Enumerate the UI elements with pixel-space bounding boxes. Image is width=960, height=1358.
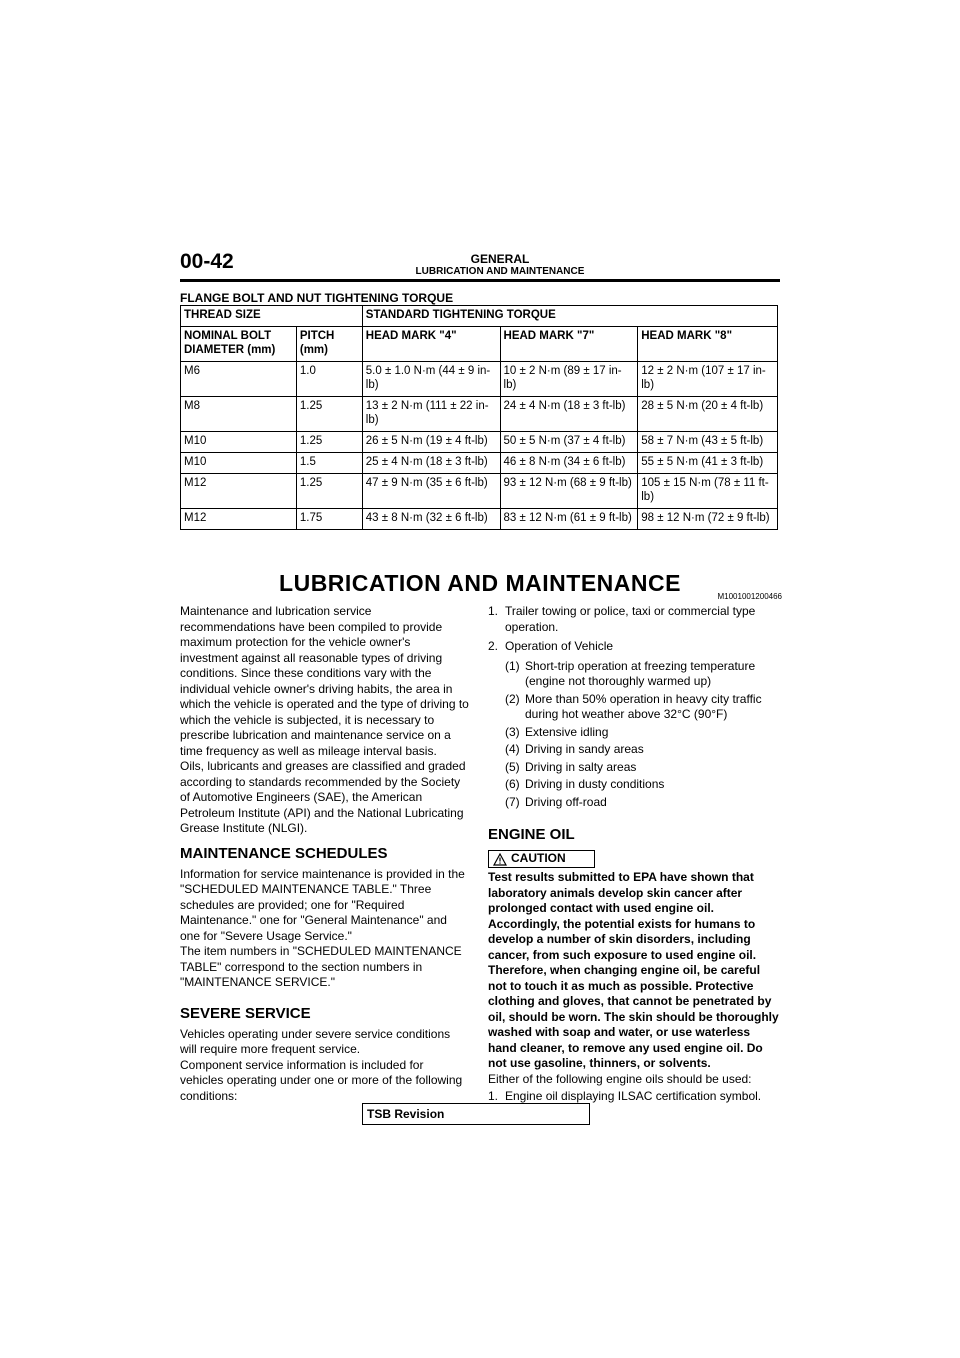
list-text: Operation of Vehicle [505, 639, 614, 653]
table-cell: 98 ± 12 N·m (72 ± 9 ft-lb) [638, 509, 778, 530]
list-number: (1) [505, 658, 520, 673]
table-cell: M6 [181, 362, 297, 397]
conditions-list [488, 604, 782, 655]
table-group-header-row [181, 306, 778, 327]
maintenance-paragraph: The item numbers in "SCHEDULED MAINTENANCE TABLE" correspond to the section numbers in "MAINTENANCE SERVICE." [180, 944, 462, 989]
tsb-revision-box: TSB Revision [362, 1103, 590, 1125]
group-header-standard-torque: STANDARD TIGHTENING TORQUE [362, 306, 777, 327]
table-row [181, 509, 778, 530]
table-cell: 46 ± 8 N·m (34 ± 6 ft-lb) [500, 453, 638, 474]
list-item [505, 795, 782, 811]
column-header: PITCH (mm) [296, 327, 362, 362]
table-cell: 1.75 [296, 509, 362, 530]
list-number: (4) [505, 742, 520, 756]
warning-triangle-icon [493, 853, 507, 866]
table-cell: 28 ± 5 N·m (20 ± 4 ft-lb) [638, 397, 778, 432]
table-column-header-row [181, 327, 778, 362]
column-header: HEAD MARK "8" [638, 327, 778, 362]
torque-table [180, 305, 778, 530]
column-header: NOMINAL BOLT DIAMETER (mm) [181, 327, 297, 362]
table-row [181, 362, 778, 397]
table-cell: 43 ± 8 N·m (32 ± 6 ft-lb) [362, 509, 500, 530]
table-cell: 13 ± 2 N·m (111 ± 22 in-lb) [362, 397, 500, 432]
list-number: (2) [505, 691, 520, 706]
list-number: 1. [488, 604, 499, 618]
severe-service-heading: SEVERE SERVICE [180, 1004, 311, 1022]
table-row [181, 453, 778, 474]
table-cell: 1.25 [296, 432, 362, 453]
list-text: Driving in dusty conditions [525, 777, 665, 791]
table-cell: 1.25 [296, 397, 362, 432]
section-code: M1001001200466 [717, 592, 782, 601]
intro-paragraph: Maintenance and lubrication service recommendations have been compiled to provide maximum protection for the vehicle owner's investment against all reasonable types of driving conditions. Since these conditions vary with the individual vehicle owner's driving habits, the area in which the vehicle is operated and the type of driving to which the vehicle is subjected, it is necessary to prescribe lubrication and maintenance service on a time frequency as well as mileage interval basis. [180, 604, 469, 758]
list-text: Driving in sandy areas [525, 742, 644, 756]
table-row [181, 432, 778, 453]
table-cell: 93 ± 12 N·m (68 ± 9 ft-lb) [500, 474, 638, 509]
table-cell: 10 ± 2 N·m (89 ± 17 in-lb) [500, 362, 638, 397]
section-title: LUBRICATION AND MAINTENANCE [279, 570, 681, 596]
caution-label: CAUTION [511, 851, 566, 866]
table-cell: M10 [181, 453, 297, 474]
list-item [505, 659, 782, 690]
list-number: (6) [505, 777, 520, 791]
list-text: Driving in salty areas [525, 759, 637, 774]
right-column [488, 604, 782, 1109]
table-cell: M12 [181, 474, 297, 509]
table-cell: M8 [181, 397, 297, 432]
list-item [505, 777, 782, 793]
list-text: Trailer towing or police, taxi or commercial type operation. [505, 604, 756, 634]
severe-paragraph: Component service information is included for vehicles operating under one or more of the following conditions: [180, 1057, 463, 1103]
engine-oil-heading: ENGINE OIL [488, 826, 575, 843]
engine-oil-paragraph: Either of the following engine oils should be used: [488, 1071, 752, 1086]
maintenance-paragraph: Information for service maintenance is provided in the "SCHEDULED MAINTENANCE TABLE." Three schedules are provided; one for "Required Maintenance." one for "General Maintenance" and one for "Severe Usage Service." [180, 866, 465, 943]
page-number: 00-42 [180, 250, 234, 273]
caution-label-box [488, 850, 595, 868]
list-number: 1. [488, 1089, 499, 1103]
list-number: (5) [505, 759, 520, 774]
table-cell: 24 ± 4 N·m (18 ± 3 ft-lb) [500, 397, 638, 432]
list-number: (3) [505, 724, 520, 739]
group-header-thread-size: THREAD SIZE [181, 306, 363, 327]
vehicle-operation-sublist [488, 659, 782, 811]
header-title: GENERAL [470, 252, 530, 266]
list-text: Engine oil displaying ILSAC certification symbol. [505, 1089, 762, 1103]
table-cell: 26 ± 5 N·m (19 ± 4 ft-lb) [362, 432, 500, 453]
table-cell: 83 ± 12 N·m (61 ± 9 ft-lb) [500, 509, 638, 530]
list-number: (7) [505, 794, 520, 809]
table-row [181, 397, 778, 432]
table-cell: 105 ± 15 N·m (78 ± 11 ft-lb) [638, 474, 778, 509]
list-item [488, 639, 782, 655]
table-cell: 55 ± 5 N·m (41 ± 3 ft-lb) [638, 453, 778, 474]
list-text: Extensive idling [525, 724, 609, 739]
table-cell: 1.25 [296, 474, 362, 509]
table-cell: 5.0 ± 1.0 N·m (44 ± 9 in-lb) [362, 362, 500, 397]
list-item [505, 742, 782, 758]
list-text: Short-trip operation at freezing temperature (engine not thoroughly warmed up) [525, 658, 756, 688]
list-number: 2. [488, 639, 499, 653]
header-rule [180, 279, 780, 282]
table-title: FLANGE BOLT AND NUT TIGHTENING TORQUE [180, 291, 454, 305]
table-cell: 50 ± 5 N·m (37 ± 4 ft-lb) [500, 432, 638, 453]
list-item [488, 604, 782, 635]
list-text: Driving off-road [525, 794, 607, 809]
list-item [505, 760, 782, 776]
list-item [505, 692, 782, 723]
table-cell: 58 ± 7 N·m (43 ± 5 ft-lb) [638, 432, 778, 453]
maintenance-schedules-heading: MAINTENANCE SCHEDULES [180, 844, 388, 862]
left-column [180, 604, 470, 1104]
header-subtitle: LUBRICATION AND MAINTENANCE [415, 266, 585, 277]
table-cell: 12 ± 2 N·m (107 ± 17 in-lb) [638, 362, 778, 397]
column-header: HEAD MARK "4" [362, 327, 500, 362]
table-cell: 25 ± 4 N·m (18 ± 3 ft-lb) [362, 453, 500, 474]
list-text: More than 50% operation in heavy city traffic during hot weather above 32°C (90°F) [525, 691, 762, 721]
list-item [505, 725, 782, 741]
severe-paragraph: Vehicles operating under severe service conditions will require more frequent service. [180, 1026, 451, 1056]
caution-text: Test results submitted to EPA have shown that laboratory animals develop skin cancer after prolonged contact with used engine oil. Accordingly, the potential exists for humans to develop a number of skin disorders, including cancer, from such exposure to used engine oil. Therefore, when changing engine oil, be careful not to touch it as much as possible. Protective clothing and gloves, that cannot be penetrated by oil, should be worn. The skin should be thoroughly washed with soap and water, or use waterless hand cleaner, to remove any used engine oil. Do not use gasoline, thinners, or solvents. [488, 870, 779, 1070]
table-cell: 1.0 [296, 362, 362, 397]
column-header: HEAD MARK "7" [500, 327, 638, 362]
table-cell: M10 [181, 432, 297, 453]
table-cell: 1.5 [296, 453, 362, 474]
table-cell: 47 ± 9 N·m (35 ± 6 ft-lb) [362, 474, 500, 509]
intro-paragraph: Oils, lubricants and greases are classified and graded according to standards recommended by the Society of Automotive Engineers (SAE), the American Petroleum Institute (API) and the National Lubricating Grease Institute (NLGI). [180, 759, 466, 835]
table-cell: M12 [181, 509, 297, 530]
table-row [181, 474, 778, 509]
